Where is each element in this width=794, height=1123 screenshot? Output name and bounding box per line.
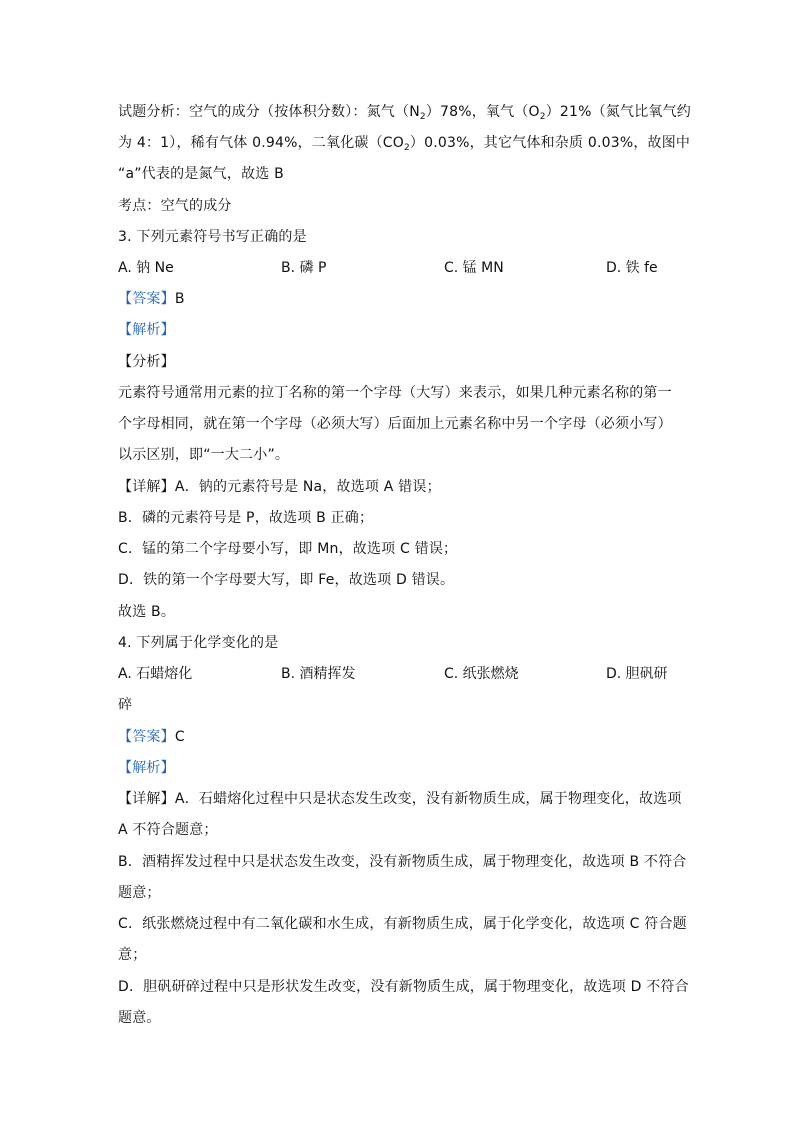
q3-jiexi-tag: 【解析】 xyxy=(118,322,175,338)
q4-detail-line-3: B．酒精挥发过程中只是状态发生改变，没有新物质生成，属于物理变化，故选项 B 不符合 xyxy=(118,854,687,870)
q4-detail-line-7: D．胆矾研碎过程中只是形状发生改变，没有新物质生成，属于物理变化，故选项 D 不符合 xyxy=(118,979,689,995)
q4-detail-line-4: 题意； xyxy=(118,885,161,901)
q4-jiexi-tag: 【解析】 xyxy=(118,760,175,776)
q3-option-c: C. 锰 MN xyxy=(444,260,504,276)
answer-tag: 【答案】 xyxy=(118,729,175,745)
q4-stem: 4. 下列属于化学变化的是 xyxy=(118,635,279,651)
detail-tag: 【详解】 xyxy=(118,791,175,807)
q3-fenxi-line-3: 以示区别，即“一大二小”。 xyxy=(118,447,290,463)
q3-answer: B xyxy=(174,291,185,307)
q3-conclusion: 故选 B。 xyxy=(118,604,176,620)
q3-detail-line-3: C．锰的第二个字母要小写，即 Mn，故选项 C 错误； xyxy=(118,541,458,557)
q3-fenxi-tag: 【分析】 xyxy=(118,354,175,370)
q3-detail-line-1: 【详解】A．钠的元素符号是 Na，故选项 A 错误； xyxy=(118,479,441,495)
q4-option-d-wrap: 碎 xyxy=(118,697,133,713)
q4-detail-line-8: 题意。 xyxy=(118,1010,161,1026)
q3-option-a: A. 钠 Ne xyxy=(118,260,174,276)
q4-answer: C xyxy=(174,729,185,745)
q3-fenxi-line-2: 个字母相同，就在第一个字母（必须大写）后面加上元素名称中另一个字母（必须小写） xyxy=(118,416,672,432)
analysis-line-2: 为 4：1），稀有气体 0.94%，二氧化碳$(CO_2)0.03\%$，其它气体和杂质 0.03%，故图中 xyxy=(118,135,691,153)
q3-detail-line-2: B．磷的元素符号是 P，故选项 B 正确； xyxy=(118,510,374,526)
q3-stem: 3. 下列元素符号书写正确的是 xyxy=(118,229,307,245)
answer-tag: 【答案】 xyxy=(118,291,175,307)
q3-answer-line xyxy=(118,289,185,309)
analysis-line-3: “a”代表的是氮气，故选 B xyxy=(118,166,284,182)
q3-option-b: B. 磷 P xyxy=(281,260,327,276)
analysis-line-1: 试题分析：空气的成分（按体积分数）：氮气$(N_2)78\%$，氧气$(O_2)21\%$（氮气比氧气约 xyxy=(118,104,692,122)
kaodian-line: 考点：空气的成分 xyxy=(118,198,232,214)
q3-fenxi-line-1: 元素符号通常用元素的拉丁名称的第一个字母（大写）来表示，如果几种元素名称的第一 xyxy=(118,385,672,401)
q4-detail-line-2: A 不符合题意； xyxy=(118,822,218,838)
q4-option-d: D. 胆矾研 xyxy=(606,666,668,682)
q4-detail-line-1: 【详解】A．石蜡熔化过程中只是状态发生改变，没有新物质生成，属于物理变化，故选项 xyxy=(118,791,682,807)
q4-answer-line xyxy=(118,727,185,747)
q4-detail-line-6: 意； xyxy=(118,947,147,963)
q4-detail-line-5: C．纸张燃烧过程中有二氧化碳和水生成，有新物质生成，属于化学变化，故选项 C 符合题 xyxy=(118,916,687,932)
q3-detail-line-4: D．铁的第一个字母要大写，即 Fe，故选项 D 错误。 xyxy=(118,572,455,588)
detail-tag: 【详解】 xyxy=(118,479,175,495)
q4-option-b: B. 酒精挥发 xyxy=(281,666,356,682)
q4-option-a: A. 石蜡熔化 xyxy=(118,666,193,682)
q3-option-d: D. 铁 fe xyxy=(606,260,658,276)
q4-option-c: C. 纸张燃烧 xyxy=(444,666,519,682)
